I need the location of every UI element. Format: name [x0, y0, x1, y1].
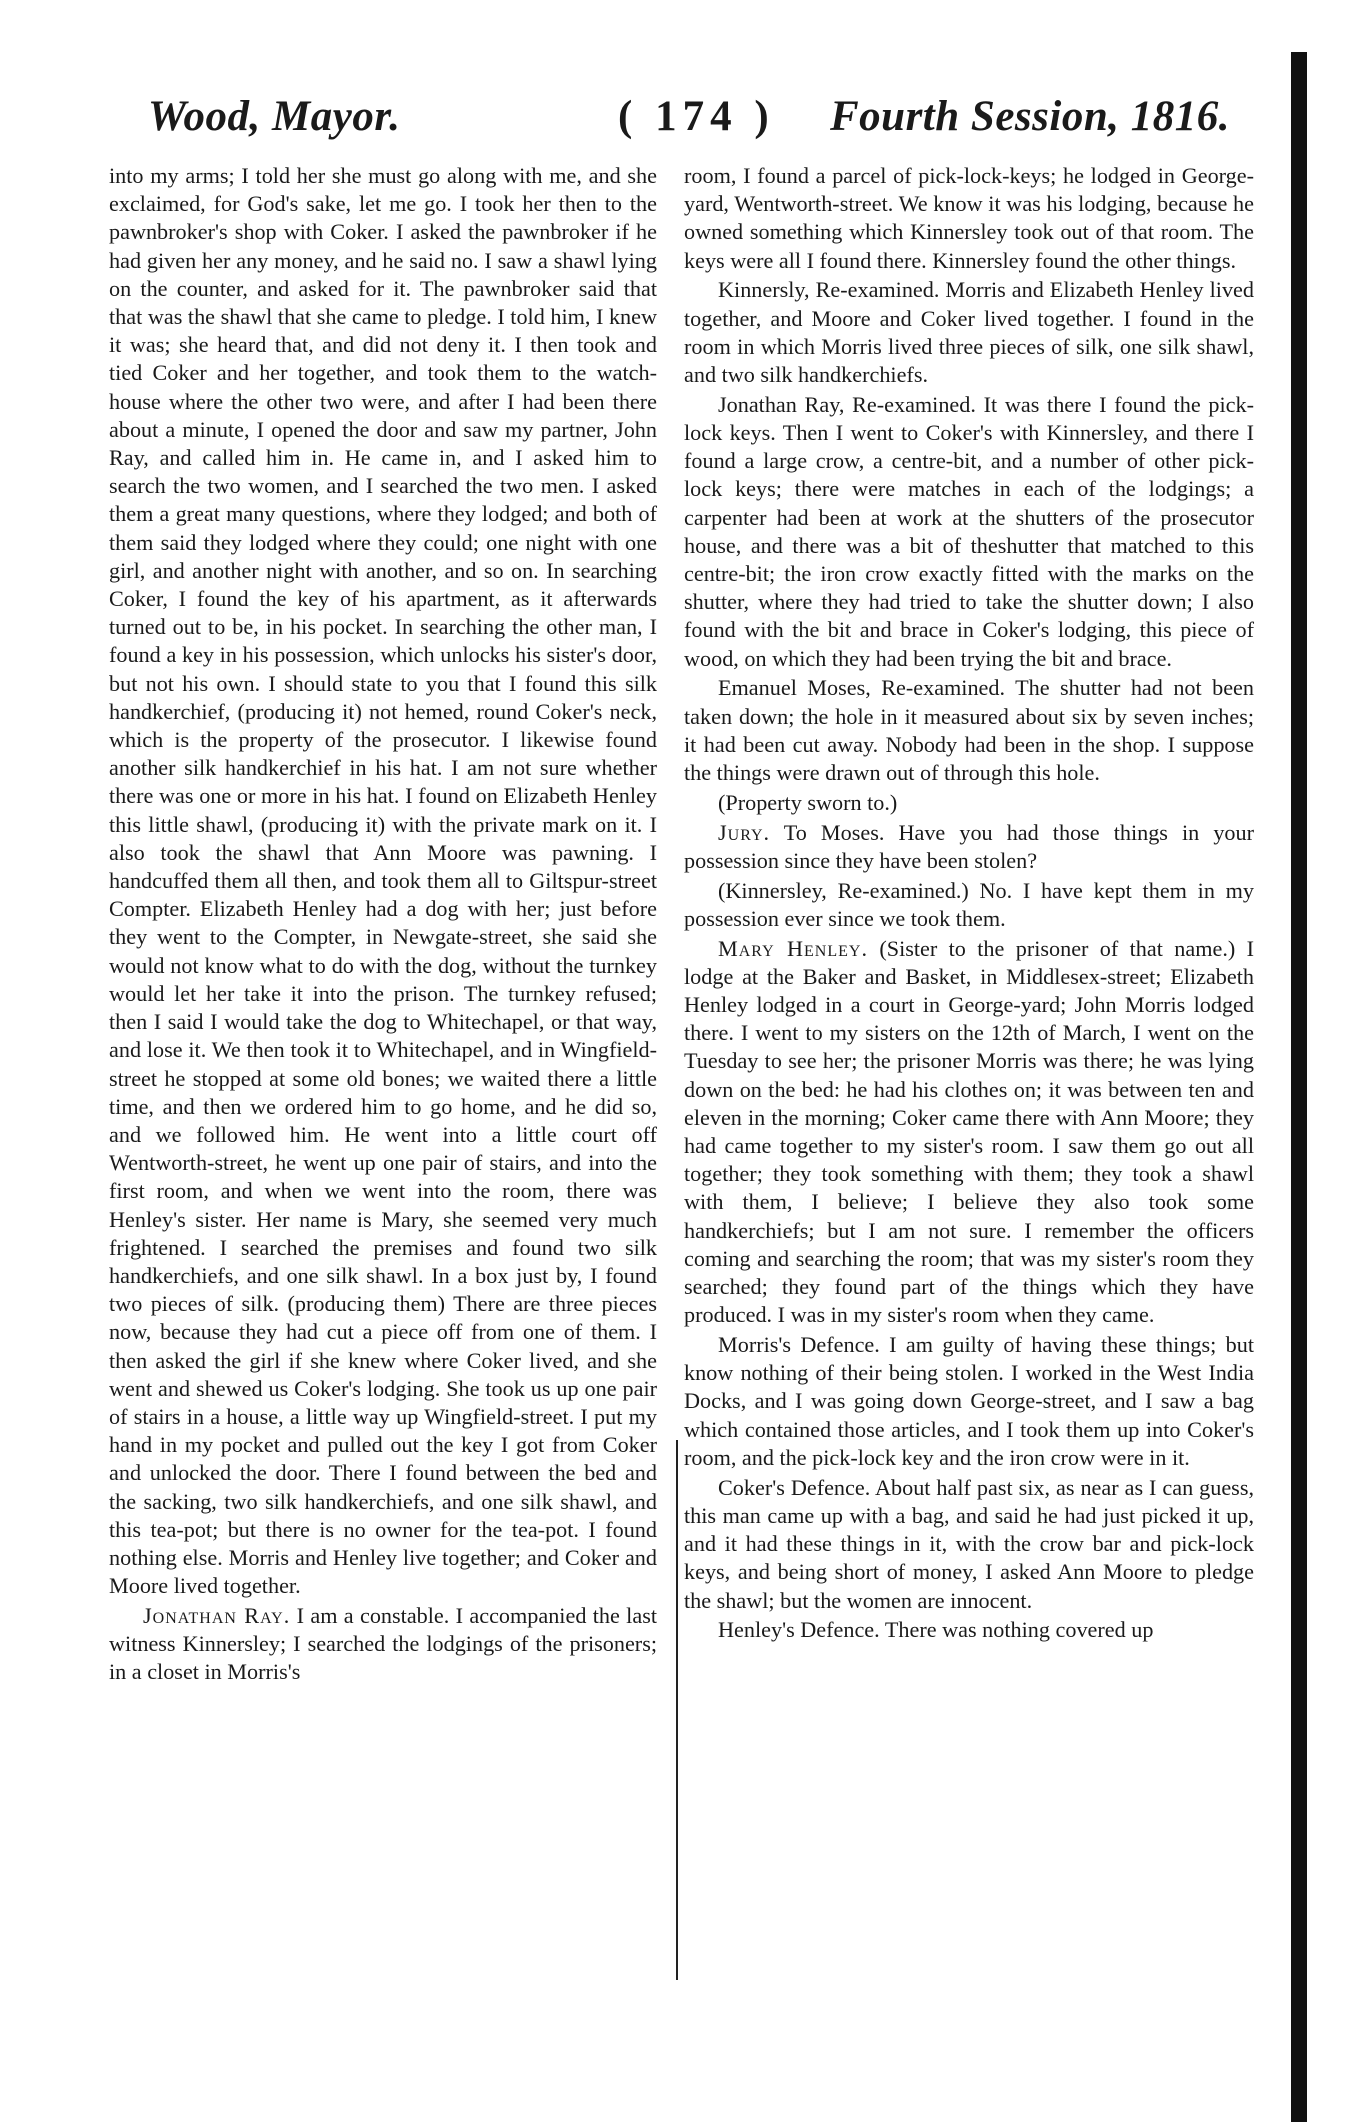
paragraph [684, 819, 1254, 875]
paragraph-text: (Sister to the prisoner of that name.) I lodge at the Baker and Basket, in Middlesex-street; Elizabeth Henley lodged in a court in George-yard; John Morris lodged there. I went to my sisters on the 12th of March, I went on the Tuesday to see her; the prisoner Morris was there; he was lying down on the bed: he had his clothes on; it was between ten and eleven in the morning; Coker came there with Ann Moore; they had came together to my sister's room. I saw them go out all together; they took something with them; they took a shawl with them, I believe; I believe they also took some handkerchiefs; but I am not sure. I remember the officers coming and searching the room; that was my sister's room they searched; they found part of the things which they have produced. I was in my sister's room when they came. [684, 935, 1254, 1328]
paragraph-text: (Kinnersley, Re-examined.) No. I have kept them in my possession ever since we took them. [684, 877, 1254, 931]
speaker-name: Jury. [718, 819, 771, 845]
page-edge-shadow [1291, 52, 1307, 2122]
paragraph [684, 1331, 1254, 1472]
paragraph [684, 1474, 1254, 1615]
paragraph-text: Coker's Defence. About half past six, as near as I can guess, this man came up with a bag, and said he had just picked it up, and it had these things in it, with the crow bar and pick-lock keys, and being short of money, I asked Ann Moore to pledge the shawl; but the women are innocent. [684, 1474, 1254, 1613]
paragraph-text: Emanuel Moses, Re-examined. The shutter had not been taken down; the hole in it measured about six by seven inches; it had been cut away. Nobody had been in the shop. I suppose the things were drawn out of through this hole. [684, 675, 1254, 786]
paragraph [684, 789, 1254, 817]
paragraph [109, 1602, 657, 1687]
paragraph [684, 877, 1254, 933]
paragraph-text: Jonathan Ray, Re-examined. It was there I found the pick-lock keys. Then I went to Coker's with Kinnersley, and there I found a large crow, a centre-bit, and a number of other pick-lock keys; there were matches in each of the lodgings; a carpenter had been at work at the shutters of the prosecutor house, and there was a bit of theshutter that matched to this centre-bit; the iron crow exactly fitted with the marks on the shutter, where they had tried to take the shutter down; I also found with the bit and brace in Coker's lodging, this piece of wood, on which they had been trying the bit and brace. [684, 391, 1254, 671]
paragraph [684, 162, 1254, 275]
speaker-name: Jonathan Ray. [143, 1602, 291, 1628]
column-rule [676, 1440, 678, 1980]
paragraph-text: room, I found a parcel of pick-lock-keys; he lodged in George-yard, Wentworth-street. We know it was his lodging, because he owned something which Kinnersley took out of that room. The keys were all I found there. Kinnersley found the other things. [684, 163, 1254, 273]
speaker-name: Mary Henley. [718, 935, 868, 961]
paragraph [684, 391, 1254, 673]
paragraph-text: (Property sworn to.) [718, 789, 898, 815]
paragraph-text: Henley's Defence. There was nothing covered up [718, 1617, 1154, 1643]
header-left-title: Wood, Mayor. [148, 93, 401, 140]
header-right-title: Fourth Session, 1816. [829, 93, 1230, 140]
paragraph-text: Kinnersly, Re-examined. Morris and Elizabeth Henley lived together, and Moore and Coker lived together. I found in the room in which Morris lived three pieces of silk, one silk shawl, and two silk handkerchiefs. [684, 277, 1254, 388]
page-number: ( 174 ) [618, 93, 775, 140]
paragraph [684, 1616, 1254, 1644]
running-header [148, 92, 1230, 152]
left-column [109, 162, 657, 1688]
paragraph [109, 162, 657, 1600]
paragraph-text: I am a constable. I accompanied the last witness Kinnersley; I searched the lodgings of the prisoners; in a closet in Morris's [109, 1602, 657, 1685]
paragraph [684, 935, 1254, 1330]
right-column [684, 162, 1254, 1646]
paragraph-text: To Moses. Have you had those things in your possession since they have been stolen? [684, 819, 1254, 873]
paragraph [684, 674, 1254, 787]
paragraph [684, 276, 1254, 389]
paragraph-text: Morris's Defence. I am guilty of having these things; but know nothing of their being stolen. I worked in the West India Docks, and I was going down George-street, and I saw a bag which contained those articles, and I took them up into Coker's room, and the pick-lock key and the iron crow were in it. [684, 1332, 1254, 1470]
paragraph-text: into my arms; I told her she must go along with me, and she exclaimed, for God's sake, let me go. I took her then to the pawnbroker's shop with Coker. I asked the pawnbroker if he had given her any money, and he said no. I saw a shawl lying on the counter, and asked for it. The pawnbroker said that that was the shawl that she came to pledge. I told him, I knew it was; she heard that, and did not deny it. I then took and tied Coker and her together, and took them to the watch-house where the other two were, and after I had been there about a minute, I opened the door and saw my partner, John Ray, and called him in. He came in, and I asked him to search the two women, and I searched the two men. I asked them a great many questions, where they lodged; and both of them said they lodged where they could; one night with one girl, and another night with another, and so on. In searching Coker, I found the key of his apartment, as it afterwards turned out to be, in his pocket. In searching the other man, I found a key in his possession, which unlocks his sister's door, but not his own. I should state to you that I found this silk handkerchief, (producing it) not hemed, round Coker's neck, which is the property of the prosecutor. I likewise found another silk handkerchief in his hat. I am not sure whether there was one or more in his hat. I found on Elizabeth Henley this little shawl, (producing it) with the private mark on it. I also took the shawl that Ann Moore was pawning. I handcuffed them all then, and took them all to Giltspur-street Compter. Elizabeth Henley had a dog with her; just before they went to the Compter, in Newgate-street, she said she would not know what to do with the dog, without the turnkey would let her take it into the prison. The turnkey refused; then I said I would take the dog to Whitechapel, or that way, and lose it. We then took it to Whitechapel, and in Wingfield-street he stopped at some old bones; we waited there a little time, and then we ordered him to go home, and he did so, and we followed him. He went into a little court off Wentworth-street, he went up one pair of stairs, and into the first room, and when we went into the room, there was Henley's sister. Her name is Mary, she seemed very much frightened. I searched the premises and found two silk handkerchiefs, and one silk shawl. In a box just by, I found two pieces of silk. (producing them) There are three pieces now, because they had cut a piece off from one of them. I then asked the girl if she knew where Coker lived, and she went and shewed us Coker's lodging. She took us up one pair of stairs in a house, a little way up Wingfield-street. I put my hand in my pocket and pulled out the key I got from Coker and unlocked the door. There I found between the bed and the sacking, two silk handkerchiefs, and one silk shawl, and this tea-pot; but there is no owner for the tea-pot. I found nothing else. Morris and Henley live together; and Coker and Moore lived together. [109, 163, 657, 1599]
